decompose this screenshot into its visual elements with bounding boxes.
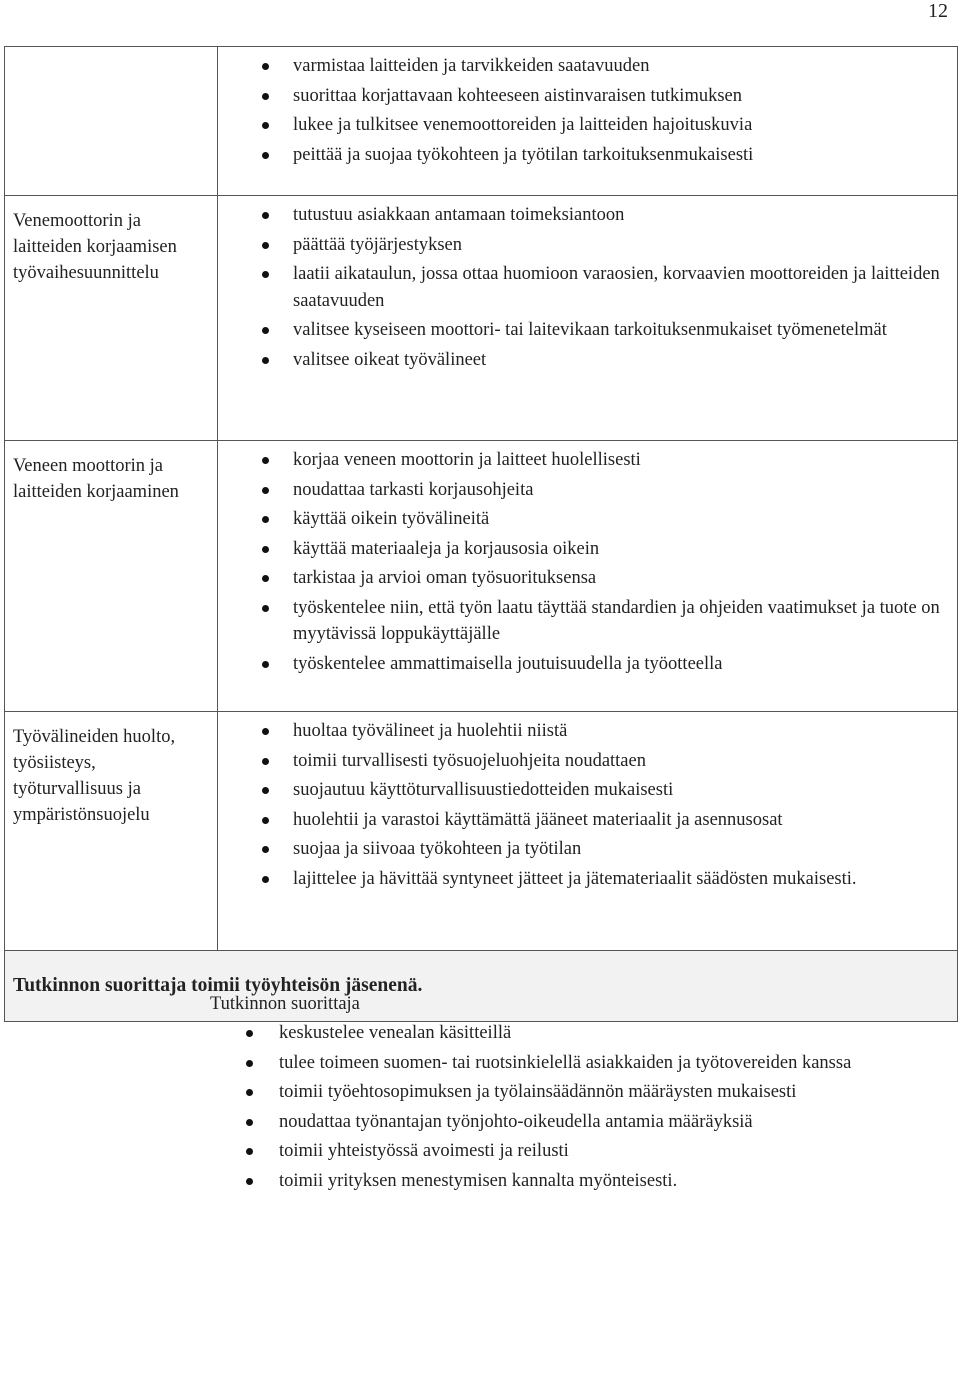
- community-section: [210, 990, 930, 1197]
- list-item: huolehtii ja varastoi käyttämättä jääneet materiaalit ja asennusosat: [262, 807, 949, 837]
- list-item: työskentelee ammattimaisella joutuisuudella ja työotteella: [262, 651, 949, 681]
- bullet-list: [262, 718, 949, 895]
- list-item: suojaa ja siivoaa työkohteen ja työtilan: [262, 836, 949, 866]
- table-row: [5, 47, 958, 196]
- section-heading: Tutkinnon suorittaja toimii työyhteisön jäsenenä.: [5, 951, 958, 1022]
- bullet-list: [262, 202, 949, 376]
- list-item: tarkistaa ja arvioi oman työsuorituksensa: [262, 565, 949, 595]
- list-item: suorittaa korjattavaan kohteeseen aistinvaraisen tutkimuksen: [262, 83, 949, 113]
- table-row: [5, 441, 958, 712]
- row-content: [218, 47, 958, 196]
- list-item: tutustuu asiakkaan antamaan toimeksiantoon: [262, 202, 949, 232]
- list-item: päättää työjärjestyksen: [262, 232, 949, 262]
- row-label: Veneen moottorin ja laitteiden korjaaminen: [5, 441, 218, 712]
- list-item: suojautuu käyttöturvallisuustiedotteiden mukaisesti: [262, 777, 949, 807]
- list-item: lukee ja tulkitsee venemoottoreiden ja laitteiden hajoituskuvia: [262, 112, 949, 142]
- row-label: Työvälineiden huolto, työsiisteys, työturvallisuus ja ympäristönsuojelu: [5, 712, 218, 951]
- table-row: [5, 712, 958, 951]
- list-item: varmistaa laitteiden ja tarvikkeiden saatavuuden: [262, 53, 949, 83]
- page-number: 12: [928, 0, 948, 22]
- list-item: peittää ja suojaa työkohteen ja työtilan tarkoituksenmukaisesti: [262, 142, 949, 172]
- list-item: huoltaa työvälineet ja huolehtii niistä: [262, 718, 949, 748]
- list-item: toimii yrityksen menestymisen kannalta myönteisesti.: [246, 1168, 930, 1198]
- bullet-list: [262, 447, 949, 680]
- list-item: toimii työehtosopimuksen ja työlainsäädännön määräysten mukaisesti: [246, 1079, 930, 1109]
- list-item: noudattaa tarkasti korjausohjeita: [262, 477, 949, 507]
- list-item: valitsee kyseiseen moottori- tai laitevikaan tarkoituksenmukaiset työmenetelmät: [262, 317, 949, 347]
- list-item: keskustelee venealan käsitteillä: [246, 1020, 930, 1050]
- list-item: noudattaa työnantajan työnjohto-oikeudella antamia määräyksiä: [246, 1109, 930, 1139]
- list-item: toimii yhteistyössä avoimesti ja reilusti: [246, 1138, 930, 1168]
- list-item: käyttää oikein työvälineitä: [262, 506, 949, 536]
- list-item: toimii turvallisesti työsuojeluohjeita noudattaen: [262, 748, 949, 778]
- row-label: Venemoottorin ja laitteiden korjaamisen työvaihesuunnittelu: [5, 196, 218, 441]
- row-content: [218, 441, 958, 712]
- list-item: työskentelee niin, että työn laatu täyttää standardien ja ohjeiden vaatimukset ja tuote on myytävissä loppukäyttäjälle: [262, 595, 949, 651]
- row-content: [218, 712, 958, 951]
- criteria-table: [4, 46, 958, 1022]
- list-item: käyttää materiaaleja ja korjausosia oikein: [262, 536, 949, 566]
- row-label: [5, 47, 218, 196]
- bullet-list: [246, 1020, 930, 1197]
- row-content: [218, 196, 958, 441]
- bullet-list: [262, 53, 949, 171]
- section-intro: Tutkinnon suorittaja: [210, 994, 360, 1014]
- list-item: valitsee oikeat työvälineet: [262, 347, 949, 377]
- list-item: lajittelee ja hävittää syntyneet jätteet ja jätemateriaalit säädösten mukaisesti.: [262, 866, 949, 896]
- list-item: laatii aikataulun, jossa ottaa huomioon varaosien, korvaavien moottoreiden ja laitteiden saatavuuden: [262, 261, 949, 317]
- table-row: [5, 196, 958, 441]
- list-item: tulee toimeen suomen- tai ruotsinkielellä asiakkaiden ja työtovereiden kanssa: [246, 1050, 930, 1080]
- list-item: korjaa veneen moottorin ja laitteet huolellisesti: [262, 447, 949, 477]
